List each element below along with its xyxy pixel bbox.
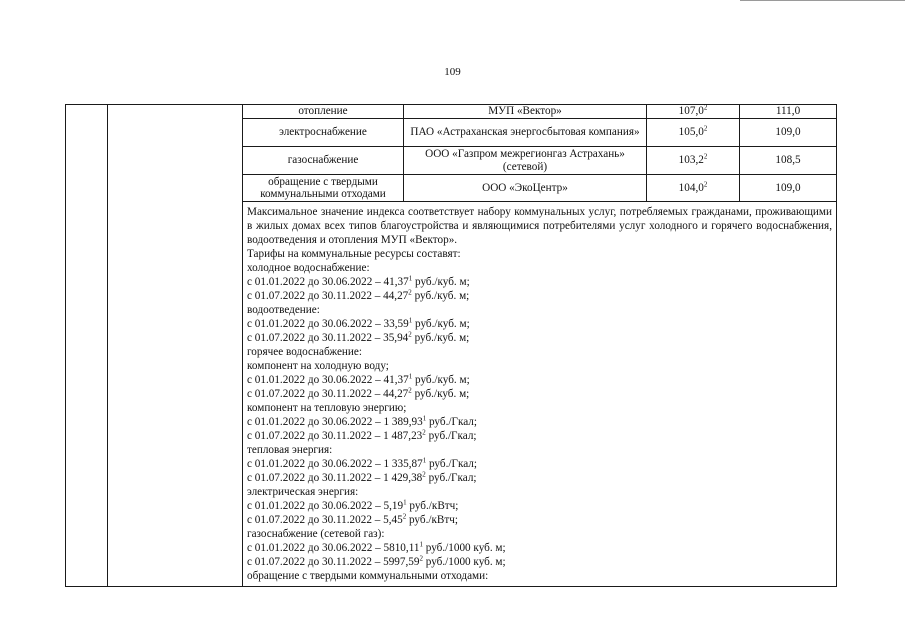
tariff-line	[247, 527, 832, 541]
tariff-line-text: горячее водоснабжение:	[247, 346, 362, 358]
footnote-mark: 2	[408, 386, 412, 395]
tariff-line	[247, 331, 832, 345]
tariff-line	[247, 415, 832, 429]
tariff-unit: руб./куб. м;	[411, 332, 470, 344]
table-row	[66, 105, 837, 119]
tariff-unit: руб./кВтч;	[406, 500, 459, 512]
tariff-line-text: с 01.07.2022 до 30.11.2022 – 5,45	[247, 514, 403, 526]
tariff-line	[247, 345, 832, 359]
tariff-line	[247, 471, 832, 485]
service-cell: газоснабжение	[243, 147, 404, 175]
index-2-cell: 109,0	[740, 119, 837, 147]
tariff-line-text: водоотведение:	[247, 304, 320, 316]
notes-lines	[247, 247, 832, 583]
footnote-mark: 2	[422, 428, 426, 437]
service-cell: электроснабжение	[243, 119, 404, 147]
footnote-mark: 2	[419, 554, 423, 563]
tariff-line	[247, 373, 832, 387]
tariff-line	[247, 261, 832, 275]
tariff-line	[247, 247, 832, 261]
tariff-line-text: с 01.01.2022 до 30.06.2022 – 41,37	[247, 276, 409, 288]
tariff-line-text: с 01.01.2022 до 30.06.2022 – 1 335,87	[247, 458, 423, 470]
footnote-mark: 1	[408, 316, 413, 325]
tariff-line-text: компонент на холодную воду;	[247, 360, 389, 372]
tariff-line	[247, 485, 832, 499]
tariff-line-text: с 01.01.2022 до 30.06.2022 – 41,37	[247, 374, 409, 386]
tariff-line	[247, 513, 832, 527]
footnote-mark: 2	[703, 124, 708, 133]
provider-cell: ООО «ЭкоЦентр»	[404, 175, 647, 202]
index-1-value: 105,0	[678, 126, 704, 139]
tariff-unit: руб./куб. м;	[412, 276, 470, 288]
index-1-cell	[647, 119, 740, 147]
tariff-line	[247, 387, 832, 401]
empty-cell-municipality	[108, 105, 243, 587]
service-cell: отопление	[243, 105, 404, 119]
index-1-cell	[647, 105, 740, 119]
tariff-line-text: с 01.01.2022 до 30.06.2022 – 5810,11	[247, 542, 420, 554]
tariff-unit: руб./куб. м;	[411, 290, 470, 302]
index-1-cell	[647, 147, 740, 175]
tariff-line-text: Тарифы на коммунальные ресурсы составят:	[247, 248, 461, 260]
footnote-mark: 2	[703, 180, 708, 189]
provider-cell: ПАО «Астраханская энергосбытовая компания»	[404, 119, 647, 147]
tariff-line-text: с 01.01.2022 до 30.06.2022 – 33,59	[247, 318, 409, 330]
footnote-mark: 2	[402, 512, 407, 521]
tariff-line	[247, 499, 832, 513]
tariff-line-text: тепловая энергия:	[247, 444, 333, 456]
tariff-line-text: электрическая энергия:	[247, 486, 359, 498]
tariff-unit: руб./кВтч;	[406, 514, 458, 526]
tariff-line-text: холодное водоснабжение:	[247, 262, 370, 274]
provider-cell: МУП «Вектор»	[404, 105, 647, 119]
index-2-cell: 109,0	[740, 175, 837, 202]
tariff-line	[247, 555, 832, 569]
index-1-value: 104,0	[678, 181, 704, 194]
index-1-cell	[647, 175, 740, 202]
footnote-mark: 2	[703, 152, 708, 161]
tariff-unit: руб./Гкал;	[425, 430, 477, 442]
tariff-unit: руб./1000 куб. м;	[422, 556, 506, 568]
tariff-line	[247, 429, 832, 443]
footnote-mark: 1	[408, 372, 413, 381]
tariff-unit: руб./Гкал;	[426, 458, 477, 470]
tariff-unit: руб./куб. м;	[412, 318, 470, 330]
tariff-line	[247, 359, 832, 373]
tariff-line	[247, 303, 832, 317]
tariff-unit: руб./Гкал;	[426, 416, 477, 428]
footnote-mark: 2	[408, 330, 412, 339]
index-1-value: 107,0	[678, 105, 704, 118]
index-2-cell: 108,5	[740, 147, 837, 175]
footnote-mark: 1	[403, 498, 407, 507]
tariff-line-text: компонент на тепловую энергию;	[247, 402, 407, 414]
tariff-unit: руб./Гкал;	[425, 472, 477, 484]
tariff-line-text: с 01.01.2022 до 30.06.2022 – 5,19	[247, 500, 404, 512]
footnote-mark: 1	[422, 414, 427, 423]
footnote-mark: 2	[422, 470, 426, 479]
tariff-line-text: с 01.07.2022 до 30.11.2022 – 1 429,38	[247, 472, 423, 484]
tariff-line-text: с 01.07.2022 до 30.11.2022 – 35,94	[247, 332, 409, 344]
footnote-mark: 2	[408, 288, 412, 297]
footnote-mark: 1	[419, 540, 423, 549]
index-2-cell: 111,0	[740, 105, 837, 119]
service-cell: обращение с твердыми коммунальными отходами	[243, 175, 404, 202]
footnote-mark: 1	[408, 274, 413, 283]
tariff-line-text: обращение с твердыми коммунальными отходами:	[247, 570, 489, 582]
page-number: 109	[444, 66, 461, 78]
tariff-line	[247, 569, 832, 583]
tariff-line	[247, 401, 832, 415]
footnote-mark: 1	[422, 456, 427, 465]
tariff-unit: руб./1000 куб. м;	[422, 542, 506, 554]
tariff-unit: руб./куб. м;	[412, 374, 470, 386]
provider-cell: ООО «Газпром межрегионгаз Астрахань» (сетевой)	[404, 147, 647, 175]
empty-cell-number	[66, 105, 108, 587]
tariff-line	[247, 317, 832, 331]
tariff-line-text: с 01.07.2022 до 30.11.2022 – 44,27	[247, 388, 409, 400]
tariff-line-text: с 01.07.2022 до 30.11.2022 – 44,27	[247, 290, 409, 302]
tariff-line-text: с 01.01.2022 до 30.06.2022 – 1 389,93	[247, 416, 423, 428]
index-1-value: 103,2	[678, 154, 704, 167]
tariff-line	[247, 457, 832, 471]
tariff-unit: руб./куб. м;	[411, 388, 470, 400]
notes-cell	[243, 202, 837, 587]
tariff-line-text: с 01.07.2022 до 30.11.2022 – 5997,59	[247, 556, 420, 568]
tariff-line	[247, 443, 832, 457]
tariff-table	[65, 104, 837, 587]
tariff-line	[247, 541, 832, 555]
tariff-line	[247, 275, 832, 289]
footnote-mark: 2	[703, 103, 708, 112]
tariff-line	[247, 289, 832, 303]
tariff-line-text: газоснабжение (сетевой газ):	[247, 528, 385, 540]
tariff-line-text: с 01.07.2022 до 30.11.2022 – 1 487,23	[247, 430, 423, 442]
top-rule	[740, 0, 905, 1]
notes-paragraph: Максимальное значение индекса соответствует набору коммунальных услуг, потребляемых гражданами, проживающими в жилых домах всех типов благоустройства и являющимися потребителями услуг холодного и горячего водоснабжения, водоотведения и отопления МУП «Вектор».	[247, 206, 832, 246]
